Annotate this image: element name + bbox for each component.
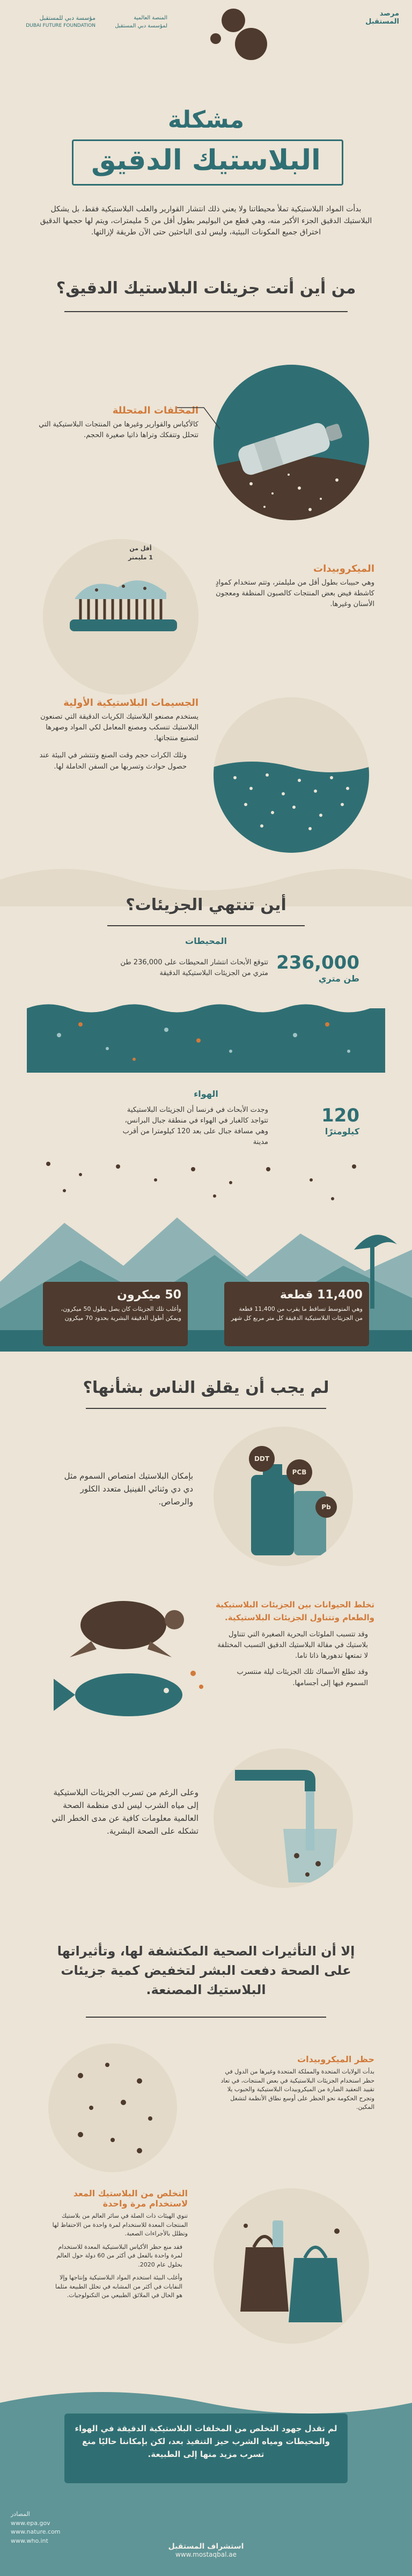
degraded-waste-text: كالأكياس والقوارير وغيرها من المنتجات البلاستيكية التي تتحلل وتتفكك وتراها ذاتيا صغيرة الحجم. [39,420,198,440]
ban-title: حظر الميكروبيدات [297,2054,374,2064]
bags-illustration [214,2188,369,2344]
conclusion-underline [86,2017,326,2018]
ban-text: بدأت الولايات المتحدة والمملكة المتحدة وغيرها من الدول في حظر استخدام الجزيئات البلاستيكية في بعض المنتجات، في تعاد تقييد التعقيد الضارة من الميكروبيدات البلاستيكية والحبوب يلا وتجرح الحكومة نحو الحظر على أوسع نطاق الأنظمة لتشغل المكين. [220,2068,374,2110]
concern-heading-underline [86,1408,326,1409]
single-use-block [48,2188,188,2300]
single-use-bullet-1: فقد منع حظر الأكياس البلاستيكية المعدة للاستخدام لمرة واحدة بالفعل في أكثر من 60 دولة حول العالم بحلول عام 2020. [56,2243,182,2268]
footer-sources-line-0: المصادر [11,2511,30,2518]
air-card-left [43,1282,188,1346]
microbeads-title: الميكروبيدات [313,563,374,574]
oceans-value: 236,000 [276,952,359,973]
air-stat [279,1105,359,1136]
concern-heading: لم يجب أن يقلق الناس بشأنها؟ [83,1378,329,1397]
drinking-water-text: وعلى الرغم من تسرب الجزيئات البلاستيكية إلى مياه الشرب ليس لدى منظمة الصحة العالمية معلومات كافية عن مدى الخطر التي تشكله على الصحة البشرية. [52,1788,198,1836]
intro-text: بدأت المواد البلاستيكية تملأ محيطاتنا ولا يعني ذلك انتشار القوارير والعلب البلاستيكية فقط، بل يشكل البلاستيك الدقيق الجزء الأكبر منه، وهي قطع من البوليمر بطول أقل من 5 مليمترات، ويتم لها حجمها الدقيق اختراق جميع المكونات البيئية، وليس لدى الباحثين حتى الآن طريقة لإزالتها. [40,205,372,237]
primary-particles-text: يستخدم مصنعو البلاستيك الكريات الدقيقة التي تصنعون البلاستيك تنسكب ومصنع المعامل لكي المواد وصهرها لتصنيع منتجاتها. [40,713,198,743]
animals-bullet-2: وقد تطلع الأسماك تلك الجزيئات ليلة منتسرب السموم فيها إلى أجسامها. [237,1668,368,1687]
microbeads-text: وهي حبيبات بطول أقل من مليلمتر، وتتم ستخدام كموادٍ كاشطة فيض بعض المنتجات كالصبون المنظفة ومعجون الأسنان وغيرها. [215,579,374,609]
primary-particles-extra: وتلك الكرات حجم وقت الصنع وتنتشر في البيئة عند حصول حوادث وتسربها من السفن الحاملة لها. [39,751,187,771]
toxins-text: بإمكان البلاستيك امتصاص السموم مثل دي دي وثنائي الفينيل متعدد الكلور والرصاص. [64,1471,193,1507]
future-observatory-line2: المستقبل [365,18,399,26]
reduction-dots-illustration [48,2043,177,2172]
sources-heading: من أين أتت جزيئات البلاستيك الدقيق؟ [56,279,356,298]
primary-particles-title: الجسيمات البلاستيكية الأولية [63,697,198,708]
footer-sources-line-3: www.who.int [11,2537,48,2544]
future-observatory-logo [367,10,399,26]
global-platform-logo [103,14,167,30]
size-callout-value: 1 مليمتر [128,553,153,561]
footer-sources-line-1: www.epa.gov [11,2519,50,2527]
ocean-illustration [27,998,385,1073]
toxin-ddt-label: DDT [254,1455,270,1463]
footer-sources-line-2: www.nature.com [11,2528,61,2535]
microbeads-illustration [43,539,198,695]
final-message-text: لم تقدل جهود التخلص من المخلفات البلاستيكية الدقيقة في الهواء والمحيطات ومياه الشرب حيز التنفيذ بعد، لكن بإمكاننا حاليًا منع تسرب مزيد منها إلى الطبيعة. [75,2424,337,2459]
air-card-left-text: وأغلب تلك الجزيئات كان يصل بطول 50 ميكرون، ويمكن أطول الدقيقة البشرية بحدود 70 ميكرون [61,1305,181,1322]
air-label: الهواء [194,1089,218,1099]
decorative-dots [182,0,274,107]
title-line1: مشكلة [167,106,245,134]
single-use-bullet-2: وأغلب البيئة استخدم المواد البلاستيكية وإنتاجها وإلا النفايات في أكثر من المشابه في تحلل الطبيعة مثلما هو الحال في الملائق الطبيعي من التكنولوجيات. [55,2274,182,2299]
single-use-text: تنوي الهيئات ذات الصلة في سائر العالم من بلاستيك المنتجات المعدة للاستخدام لمرة واحدة من الاحتفاظ لها وتظلل بالأجراءات الصعبة. [52,2212,188,2237]
degraded-waste-illustration [214,365,369,520]
air-card-right-text: وهي المتوسط تساقط ما يقرب من 11,400 قطعة من الجزيئات البلاستيكية الدقيقة كل متر مربع كل شهر [231,1305,363,1322]
global-platform-line1: المنصة العالمية [134,15,167,21]
primary-particles-block [38,697,198,772]
toxin-pcb-label: PCB [292,1468,307,1476]
animals-bullet-1: وقد تتسبب الملوثات البحرية الصغيرة التي تتناول بلاستيك في مقالة البلاستيك الدقيق التسبب المختلفة لا تمتعها تدهورها ذاتا تاما. [217,1630,368,1660]
footer-brand-url[interactable]: www.mostaqbal.ae [175,2551,237,2558]
air-text: وجدت الأبحاث في فرنسا أن الجزيئات البلاستيكية تتواجد كالغبار في الهواء في منطقة جبال البرانس، وهي مسافة جبال على بعد 120 كيلومترا من أقرب مدينة [122,1106,268,1147]
global-platform-line2: لمؤسسة دبي المستقبل [115,23,167,29]
degraded-waste-title: المخلفات المتحللة [112,405,198,416]
dubai-future-foundation-ar: مؤسسة دبي للمستقبل [39,14,95,21]
size-callout [119,544,162,562]
turtle-fish-illustration [48,1588,215,1727]
page-title [0,107,412,133]
air-card-right [224,1282,369,1346]
drinking-water-illustration [214,1748,353,1888]
air-unit: كيلومترًا [325,1126,359,1136]
size-callout-label: أقل من [129,545,152,552]
sources-heading-underline [64,311,348,312]
footer-sources [11,2510,172,2545]
oceans-label: المحيطات [185,936,227,946]
ban-block [214,2054,374,2112]
oceans-stat [276,952,359,984]
future-observatory-line1: مرصد [379,10,399,18]
degraded-waste-block [38,405,198,441]
connector-line-1 [177,402,220,434]
toxin-pb-label: Pb [321,1503,331,1511]
microbeads-block [214,563,374,610]
dubai-future-foundation-en: DUBAI FUTURE FOUNDATION [26,23,95,28]
final-message-box [64,2413,348,2483]
dubai-future-foundation-logo [10,14,95,28]
air-card-left-value: 50 ميكرون [117,1288,181,1302]
primary-particles-illustration [214,697,369,853]
title-line2: البلاستيك الدقيق [91,144,321,176]
destinations-heading-underline [107,925,305,926]
animals-block [214,1598,374,1689]
oceans-unit: طن متري [318,973,359,984]
animals-title: تخلط الحيوانات بين الجزيئات البلاستيكية والطعام وتتناول الجزيئات البلاستيكية. [216,1600,374,1622]
air-value: 120 [321,1105,359,1126]
toxins-illustration [214,1427,353,1566]
conclusion-text: إلا أن التأثيرات الصحية المكتشفة لها، وتأثيراتها على الصحة دفعت البشر لتخفيض كمية جزيئات البلاستيك المصنعة. [57,1944,355,1997]
single-use-title: التخلص من البلاستيك المعد لاستخدام مرة واحدة [73,2188,188,2209]
air-card-right-value: 11,400 قطعة [279,1288,363,1302]
footer-brand [152,2542,260,2558]
oceans-text: تتوقع الأبحاث انتشار المحيطات على 236,000 طن متري من الجزيئات البلاستيكية الدقيقة [120,958,268,978]
destinations-heading: أين تنتهي الجزيئات؟ [126,896,286,914]
footer-brand-name: استشراف المستقبل [168,2542,244,2551]
